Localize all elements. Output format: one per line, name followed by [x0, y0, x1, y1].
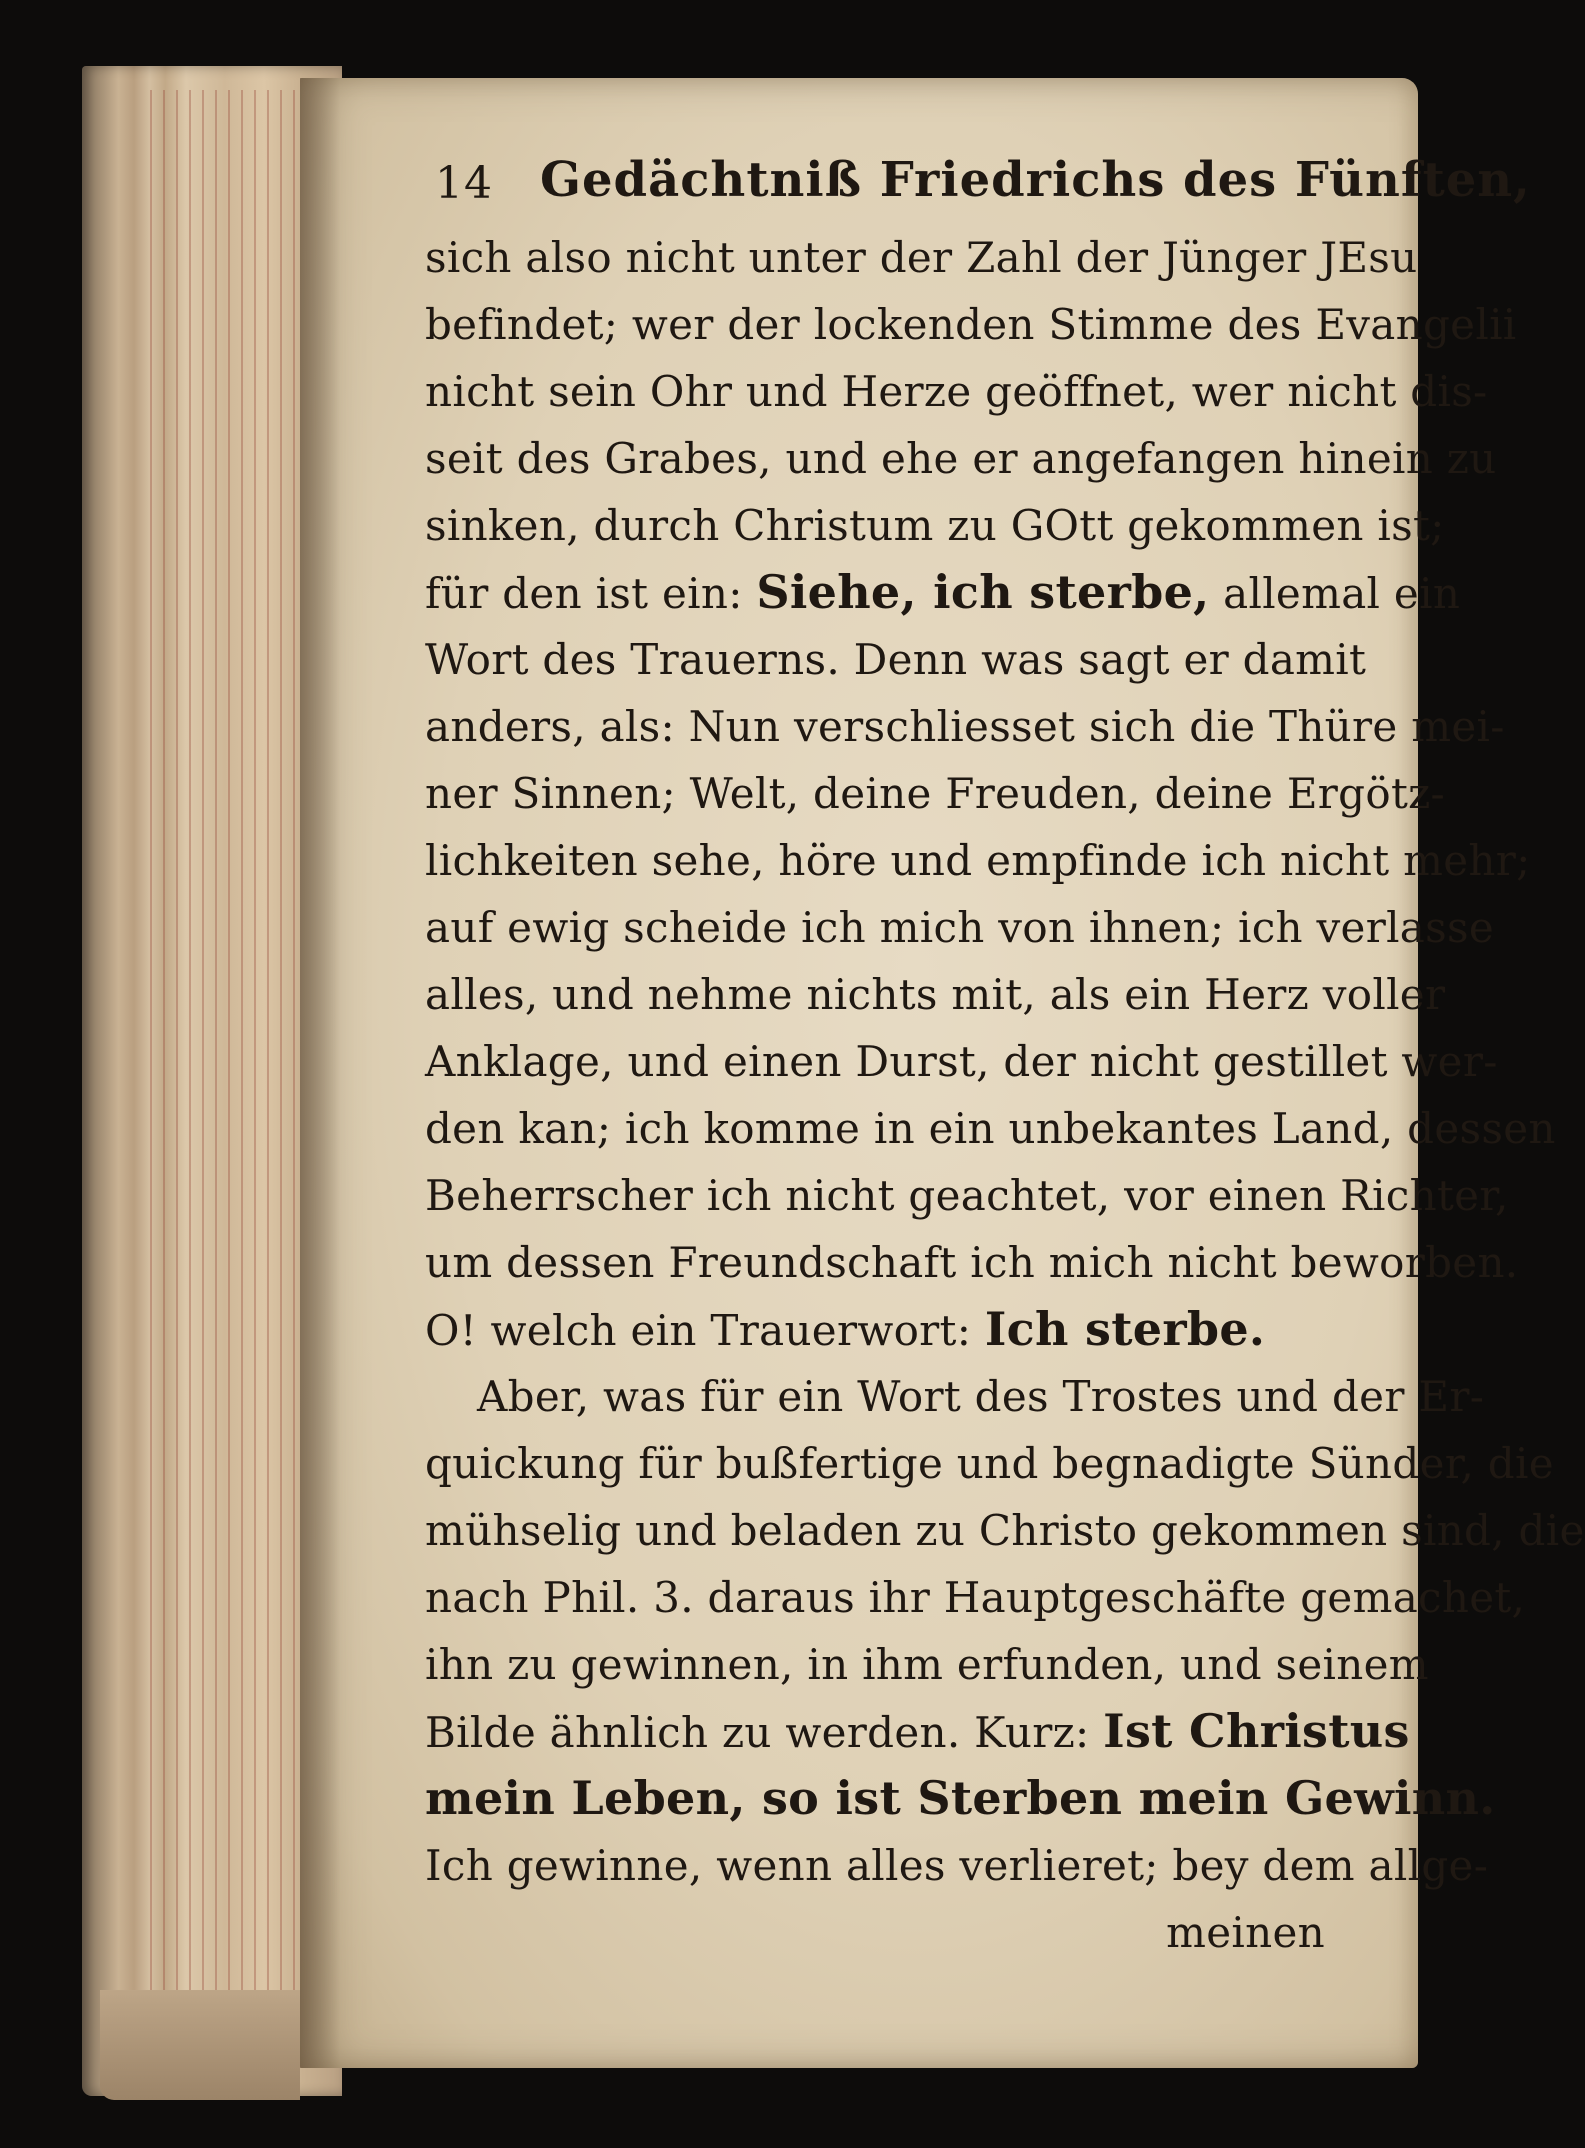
text-line: auf ewig scheide ich mich von ihnen; ich verlasse: [425, 903, 1495, 952]
text-line: Beherrscher ich nicht geachtet, vor einen Richter,: [425, 1171, 1509, 1220]
text-fragment: O! welch ein Trauerwort:: [425, 1306, 972, 1355]
text-fragment: allemal ein: [1223, 569, 1461, 618]
text-line: nach Phil. 3. daraus ihr Hauptgeschäfte gemachet,: [425, 1573, 1526, 1622]
text-line: nicht sein Ohr und Herze geöffnet, wer nicht dis-: [425, 367, 1488, 416]
text-fragment: für den ist ein:: [425, 569, 743, 618]
text-line: [425, 559, 1461, 626]
text-line: lichkeiten sehe, höre und empfinde ich nicht mehr;: [425, 836, 1531, 885]
page-number: 14: [435, 158, 493, 209]
text-line: sich also nicht unter der Zahl der Jünger JEsu: [425, 233, 1418, 282]
page-header: [425, 140, 1531, 220]
text-line: Wort des Trauerns. Denn was sagt er damit: [425, 635, 1367, 684]
text-line: Aber, was für ein Wort des Trostes und der Er-: [477, 1372, 1485, 1421]
text-line: [425, 1698, 1410, 1765]
text-line: mühselig und beladen zu Christo gekommen sind, die: [425, 1506, 1585, 1555]
spine-shadow: [300, 78, 340, 2068]
text-line: ihn zu gewinnen, in ihm erfunden, und seinem: [425, 1640, 1429, 1689]
book-cover-corner: [100, 1990, 300, 2100]
page-text: [425, 140, 1585, 1966]
page-edge-stripes: [150, 90, 320, 2050]
text-line: anders, als: Nun verschliesset sich die Thüre mei-: [425, 702, 1505, 751]
text-line: sinken, durch Christum zu GOtt gekommen ist;: [425, 501, 1445, 550]
text-line: ner Sinnen; Welt, deine Freuden, deine Ergötz-: [425, 769, 1446, 818]
catchword: meinen: [1166, 1908, 1325, 1957]
text-line: um dessen Freundschaft ich mich nicht beworben.: [425, 1238, 1519, 1287]
text-line: [425, 1296, 1325, 1363]
text-line: den kan; ich komme in ein unbekantes Land, dessen: [425, 1104, 1556, 1153]
text-line: seit des Grabes, und ehe er angefangen hinein zu: [425, 434, 1497, 483]
emphasis-ist-christus: Ist Christus: [1103, 1704, 1410, 1758]
running-head: Gedächtniß Friedrichs des Fünften,: [540, 152, 1531, 208]
text-line: befindet; wer der lockenden Stimme des Evangelii: [425, 300, 1517, 349]
text-line: mein Leben, so ist Sterben mein Gewinn.: [425, 1771, 1496, 1825]
text-line: alles, und nehme nichts mit, als ein Herz voller: [425, 970, 1446, 1019]
emphasis-ich-sterbe: Ich sterbe.: [984, 1302, 1266, 1356]
text-line: quickung für bußfertige und begnadigte Sünder, die: [425, 1439, 1554, 1488]
text-line: Anklage, und einen Durst, der nicht gestillet wer-: [425, 1037, 1498, 1086]
text-fragment: Bilde ähnlich zu werden. Kurz:: [425, 1708, 1090, 1757]
text-line: Ich gewinne, wenn alles verlieret; bey dem allge-: [425, 1841, 1489, 1890]
emphasis-siehe: Siehe, ich sterbe,: [756, 565, 1210, 619]
